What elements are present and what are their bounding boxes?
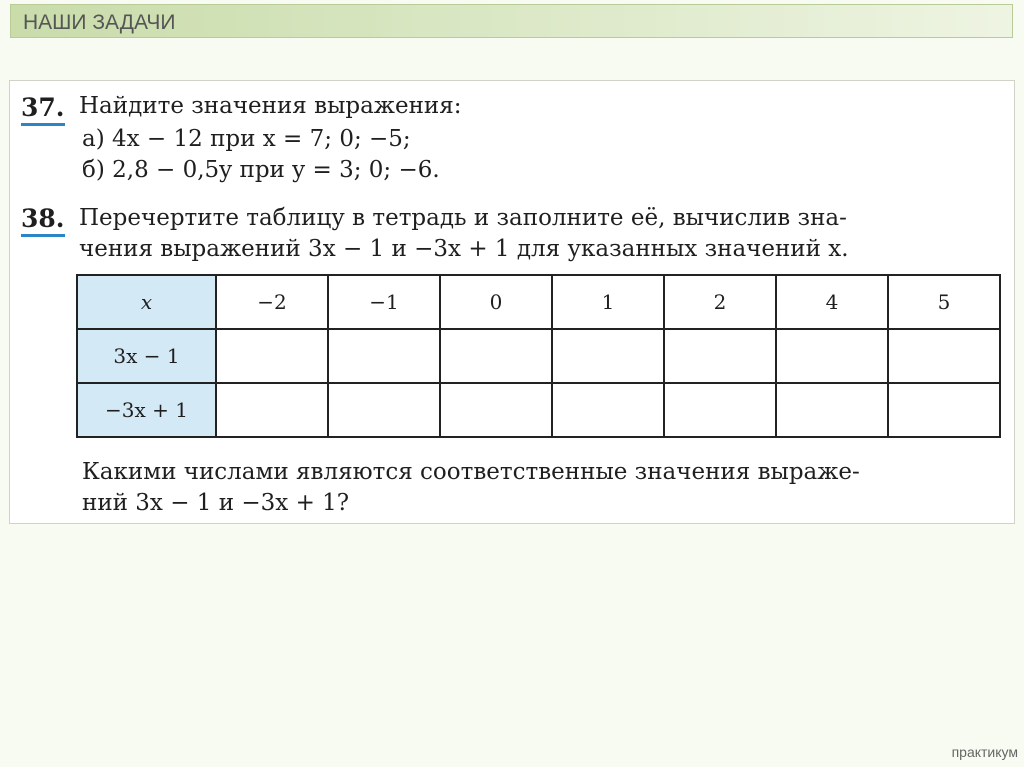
- values-table: [76, 274, 1001, 438]
- table-empty-cell: [216, 329, 328, 383]
- header-bar: [10, 4, 1013, 38]
- task-37-number: 37.: [21, 93, 65, 122]
- task-38-prompt-line2: чения выражений 3x − 1 и −3x + 1 для указанных значений x.: [79, 236, 849, 262]
- table-empty-cell: [552, 329, 664, 383]
- table-empty-cell: [664, 383, 776, 437]
- table-empty-cell: [552, 383, 664, 437]
- task-38-number: 38.: [21, 204, 65, 233]
- table-empty-cell: [328, 383, 440, 437]
- table-row-label-3x-minus-1: 3x − 1: [77, 329, 216, 383]
- task-37-item-a: а) 4x − 12 при x = 7; 0; −5;: [82, 126, 411, 152]
- table-x-value: 5: [888, 275, 1000, 329]
- table-empty-cell: [440, 383, 552, 437]
- table-row: [77, 329, 1000, 383]
- table-header-x: x: [77, 275, 216, 329]
- task-38-prompt-line1: Перечертите таблицу в тетрадь и заполните её, вычислив зна-: [79, 205, 847, 231]
- table-row-label-neg-3x-plus-1: −3x + 1: [77, 383, 216, 437]
- task-37-underline: [21, 123, 65, 126]
- table-x-value: 1: [552, 275, 664, 329]
- table-empty-cell: [664, 329, 776, 383]
- textbook-scan: [9, 80, 1015, 524]
- table-row: [77, 383, 1000, 437]
- task-38-underline: [21, 234, 65, 237]
- table-x-value: 2: [664, 275, 776, 329]
- task-38-question-line1: Какими числами являются соответственные значения выраже-: [82, 459, 860, 485]
- page-title: НАШИ ЗАДАЧИ: [23, 11, 176, 34]
- table-x-value: 0: [440, 275, 552, 329]
- table-empty-cell: [888, 329, 1000, 383]
- table-empty-cell: [440, 329, 552, 383]
- table-empty-cell: [776, 383, 888, 437]
- table-x-value: 4: [776, 275, 888, 329]
- table-empty-cell: [328, 329, 440, 383]
- table-empty-cell: [776, 329, 888, 383]
- task-38-question-line2: ний 3x − 1 и −3x + 1?: [82, 490, 350, 516]
- table-empty-cell: [216, 383, 328, 437]
- table-empty-cell: [888, 383, 1000, 437]
- task-37-item-b: б) 2,8 − 0,5y при y = 3; 0; −6.: [82, 157, 440, 183]
- table-x-value: −1: [328, 275, 440, 329]
- table-row: [77, 275, 1000, 329]
- table-x-value: −2: [216, 275, 328, 329]
- task-37-prompt: Найдите значения выражения:: [79, 93, 462, 119]
- footer-label: практикум: [951, 744, 1018, 760]
